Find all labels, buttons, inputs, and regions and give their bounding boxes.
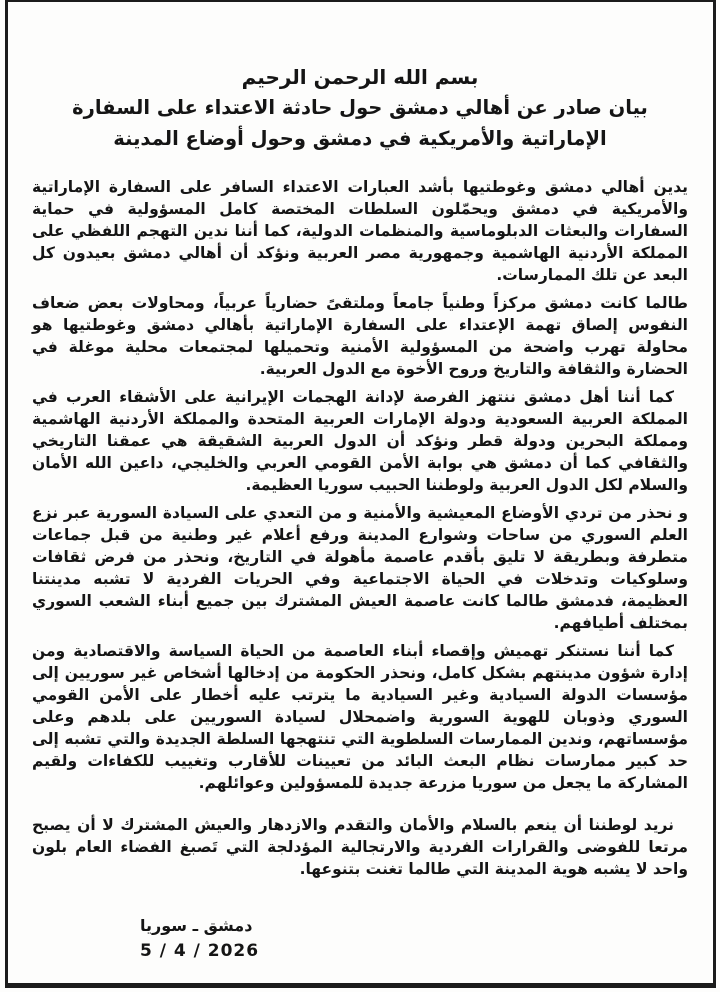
- paragraph-iranian-attacks: كما أننا أهل دمشق ننتهز الفرصة لإدانة الهجمات الإيرانية على الأشقاء العرب في المملكة العربية السعودية ودولة الإمارات العربية المتحدة والمملكة الأردنية الهاشمية ومملكة البحرين ودولة قطر ونؤكد أن الدول العربية الشقيقة هي عمقنا التاريخي والثقافي كما أن دمشق هي بوابة الأمن القومي العربي والخليجي، داعين الله الأمان والسلام لكل الدول العربية ولوطننا الحبيب سوريا العظيمة.: [32, 388, 688, 494]
- paragraph-condemnation-embassy: يدين أهالي دمشق وغوطتيها بأشد العبارات الاعتداء السافر على السفارة الإماراتية والأمريكية في دمشق ويحمّلون السلطات المختصة كامل المسؤولية في حماية السفارات والبعثات الدبلوماسية والمنظمات الدولية، كما أننا ندين التهجم اللفظي على المملكة الأردنية الهاشمية وجمهورية مصر العربية ونؤكد أن أهالي دمشق بعيدون كل البعد عن تلك الممارسات.: [32, 178, 688, 284]
- signature-location: دمشق ـ سوريا: [140, 916, 253, 935]
- signature-date: 5 / 4 / 2026: [140, 941, 260, 961]
- statement-body: [32, 176, 688, 880]
- document-title-line-1: بيان صادر عن أهالي دمشق حول حادثة الاعتداء على السفارة: [72, 96, 648, 119]
- paragraph-damascus-accusation: طالما كانت دمشق مركزاً وطنياً جامعاً وملتقىً حضارياً عربياً، ومحاولات بعض ضعاف النفوس إلصاق تهمة الإعتداء على السفارة الإماراتية بأهالي دمشق وغوطتيها هو محاولة تهرب واضحة من المسؤولية الأمنية وتحميلها لمجتمعات محلية موغلة في الحضارة والثقافة والتاريخ وروح الأخوة مع الدول العربية.: [32, 294, 688, 378]
- signature-block: [140, 914, 688, 964]
- paragraph-closing-hope: نريد لوطننا أن ينعم بالسلام والأمان والتقدم والازدهار والعيش المشترك لا أن يصبح مرتعا للفوضى والقرارات الفردية والارتجالية المؤدلجة التي تَصبغ الفضاء العام بلون واحد لا يشبه هوية المدينة التي طالما تغنت بتنوعها.: [32, 816, 688, 878]
- title-block: [32, 62, 688, 154]
- basmala-line: بسم الله الرحمن الرحيم: [241, 65, 479, 89]
- document-title-line-2: الإماراتية والأمريكية في دمشق وحول أوضاع المدينة: [113, 127, 607, 150]
- paragraph-marginalization: كما أننا نستنكر تهميش وإقصاء أبناء العاصمة من الحياة السياسة والاقتصادية ومن إدارة شؤون مدينتهم بشكل كامل، ونحذر الحكومة من إدخالها أشخاص غير سوريين إلى مؤسسات الدولة السيادية وغير السيادية ما يترتب عليه أخطار على الأمن القومي السوري وذوبان للهوية السورية واضمحلال لسيادة السوريين على بلدهم وعلى مؤسساتهم، وندين الممارسات السلطوية التي تنتهجها السلطة الجديدة والتي تشبه إلى حد كبير ممارسات نظام البعث البائد من تعيينات للأقارب وتغييب للكفاءات ولقيم المشاركة ما يجعل من سوريا مزرعة جديدة للمسؤولين وعوائلهم.: [32, 642, 688, 792]
- document-content: [32, 62, 688, 964]
- paragraph-warning-sovereignty: و نحذر من تردي الأوضاع المعيشية والأمنية و من التعدي على السيادة السورية عبر نزع العلم السوري من ساحات وشوارع المدينة ورفع أعلام غير وطنية من قبل جماعات متطرفة وبطريقة لا تليق بأقدم عاصمة مأهولة في التاريخ، ونحذر من فرض ثقافات وسلوكيات وتدخلات في الحياة الاجتماعية وفي الحريات الفردية لا تشبه مدينتنا العظيمة، فدمشق طالما كانت عاصمة العيش المشترك بين جميع أبناء الشعب السوري بمختلف أطيافهم.: [32, 504, 688, 632]
